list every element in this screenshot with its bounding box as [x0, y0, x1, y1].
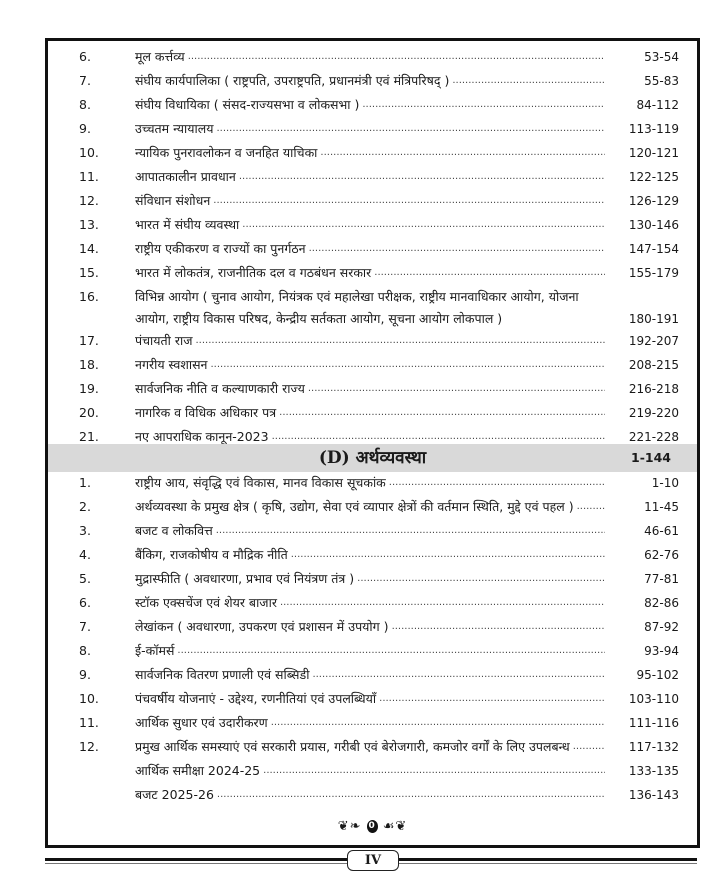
toc-row-leader: [216, 520, 605, 542]
toc-row-title: [135, 760, 605, 782]
toc-row-title: [135, 712, 605, 734]
toc-row-pages: 93-94: [644, 644, 679, 658]
toc-row-number: 13.: [79, 217, 99, 232]
toc-row-title: [135, 118, 605, 140]
toc-row-title-text: नए आपराधिक कानून-2023: [135, 429, 269, 444]
toc-row-title-text: विभिन्न आयोग ( चुनाव आयोग, नियंत्रक एवं महालेखा परीक्षक, राष्ट्रीय मानवाधिकार आयोग, योजना आयोग, राष्ट्रीय विकास परिषद, केन्द्रीय सर्तकता आयोग, सूचना आयोग लोकपाल ): [135, 289, 579, 326]
toc-row-pages: 122-125: [628, 170, 679, 184]
toc-row-leader: [216, 118, 605, 140]
toc-row-title-text: स्टॉक एक्सचेंज एवं शेयर बाजार: [135, 595, 277, 610]
toc-row-title: [135, 664, 605, 686]
toc-row[interactable]: [48, 712, 697, 734]
toc-row-pages: 147-154: [628, 242, 679, 256]
toc-row-title-text: सार्वजनिक वितरण प्रणाली एवं सब्सिडी: [135, 667, 310, 682]
toc-row-pages: 113-119: [628, 122, 679, 136]
toc-row-pages: 192-207: [628, 334, 679, 348]
toc-row[interactable]: [48, 496, 697, 518]
toc-frame: [45, 38, 700, 848]
toc-row-title: [135, 70, 605, 92]
toc-row-number: 19.: [79, 381, 99, 396]
toc-row-leader: [177, 640, 605, 662]
toc-row-title-text: पंचायती राज: [135, 333, 193, 348]
toc-row-leader: [213, 190, 605, 212]
toc-row-title: [135, 354, 605, 376]
ornament-left-icon: ❦❧: [337, 819, 362, 834]
toc-row-title: [135, 496, 605, 518]
toc-row-pages: 55-83: [644, 74, 679, 88]
toc-row-title-text: अर्थव्यवस्था के प्रमुख क्षेत्र ( कृषि, उद्योग, सेवा एवं व्यापार क्षेत्रों की वर्तमान स्थिति, मुद्दे एवं पहल ): [135, 499, 574, 514]
toc-row[interactable]: [48, 190, 697, 212]
toc-row[interactable]: [48, 402, 697, 424]
toc-row-title: [135, 544, 605, 566]
toc-row-title: [135, 94, 605, 116]
toc-row[interactable]: [48, 330, 697, 352]
toc-row[interactable]: [48, 736, 697, 758]
toc-row-title: [135, 592, 605, 614]
toc-row-title-text: राष्ट्रीय एकीकरण व राज्यों का पुनर्गठन: [135, 241, 306, 256]
toc-row[interactable]: [48, 142, 697, 164]
toc-row-leader: [362, 94, 605, 116]
toc-row-title-text: बजट 2025-26: [135, 787, 214, 802]
toc-row-number: 7.: [79, 73, 91, 88]
toc-row-number: 1.: [79, 475, 91, 490]
ornament-right-icon: ☙❦: [382, 819, 408, 834]
toc-row-title-text: संघीय कार्यपालिका ( राष्ट्रपति, उपराष्ट्रपति, प्रधानमंत्री एवं मंत्रिपरिषद् ): [135, 73, 450, 88]
toc-row-title-text: प्रमुख आर्थिक समस्याएं एवं सरकारी प्रयास, गरीबी एवं बेरोजगारी, कमजोर वर्गों के लिए उपलबन्ध: [135, 739, 570, 754]
toc-row[interactable]: [48, 688, 697, 710]
toc-row-pages: 208-215: [628, 358, 679, 372]
toc-row-number: 12.: [79, 193, 99, 208]
toc-row-leader: [312, 664, 605, 686]
toc-row-pages: 77-81: [644, 572, 679, 586]
toc-row-title: [135, 688, 605, 710]
page-number: IV: [347, 850, 399, 871]
toc-row-pages: 53-54: [644, 50, 679, 64]
toc-row-title: [135, 142, 605, 164]
toc-row-title-text: संविधान संशोधन: [135, 193, 211, 208]
toc-row[interactable]: [48, 616, 697, 638]
toc-row-title: [135, 378, 605, 400]
toc-row[interactable]: [48, 94, 697, 116]
toc-row-title-text: नागरिक व विधिक अधिकार पत्र: [135, 405, 277, 420]
toc-row-title: [135, 784, 605, 806]
toc-row-title-text: मूल कर्त्तव्य: [135, 49, 185, 64]
toc-row-title-text: बजट व लोकवित्त: [135, 523, 213, 538]
toc-row-leader: [379, 688, 605, 710]
toc-row-number: 16.: [79, 289, 99, 304]
toc-row-leader: [320, 142, 605, 164]
toc-row-leader: [389, 472, 605, 494]
toc-row-title-text: आर्थिक समीक्षा 2024-25: [135, 763, 261, 778]
toc-row-title-text: आर्थिक सुधार एवं उदारीकरण: [135, 715, 268, 730]
toc-row-pages: 103-110: [628, 692, 679, 706]
toc-row-title: [135, 616, 605, 638]
toc-row-title: [135, 214, 605, 236]
toc-row-title-text: ई-कॉमर्स: [135, 643, 175, 658]
toc-row-number: 6.: [79, 49, 91, 64]
toc-row-number: 9.: [79, 667, 91, 682]
toc-row-title-text: संघीय विधायिका ( संसद-राज्यसभा व लोकसभा ): [135, 97, 360, 112]
toc-row-title: [135, 238, 605, 260]
toc-row-title-text: राष्ट्रीय आय, संवृद्धि एवं विकास, मानव विकास सूचकांक: [135, 475, 386, 490]
toc-row-title: [135, 262, 605, 284]
toc-row-title-text: उच्चतम न्यायालय: [135, 121, 214, 136]
toc-row-title: [135, 640, 605, 662]
toc-row-leader: [211, 354, 606, 376]
toc-row[interactable]: [48, 472, 697, 494]
toc-row-leader: [309, 238, 605, 260]
toc-row-leader: [392, 616, 605, 638]
toc-row-number: 14.: [79, 241, 99, 256]
toc-row-title-text: लेखांकन ( अवधारणा, उपकरण एवं प्रशासन में उपयोग ): [135, 619, 389, 634]
toc-row-leader: [452, 70, 605, 92]
toc-row-number: 17.: [79, 333, 99, 348]
toc-row-pages: 219-220: [628, 406, 679, 420]
toc-row-number: 2.: [79, 499, 91, 514]
toc-row-leader: [217, 784, 605, 806]
toc-row[interactable]: [48, 592, 697, 614]
toc-row-title-text: न्यायिक पुनरावलोकन व जनहित याचिका: [135, 145, 318, 160]
toc-row-title-text: नगरीय स्वशासन: [135, 357, 208, 372]
toc-row-number: 9.: [79, 121, 91, 136]
toc-row-title-text: पंचवर्षीय योजनाएं - उद्देश्य, रणनीतियां एवं उपलब्धियाँ: [135, 691, 377, 706]
toc-row[interactable]: [48, 166, 697, 188]
toc-row-pages: 136-143: [628, 788, 679, 802]
toc-row[interactable]: [48, 784, 697, 806]
toc-row-number: 5.: [79, 571, 91, 586]
toc-row[interactable]: [48, 286, 697, 330]
toc-row-pages: 82-86: [644, 596, 679, 610]
toc-row[interactable]: [48, 354, 697, 376]
toc-row-number: 8.: [79, 97, 91, 112]
toc-row[interactable]: [48, 544, 697, 566]
toc-row-leader: [271, 712, 605, 734]
toc-row-number: 12.: [79, 739, 99, 754]
ornament-divider: [48, 819, 697, 834]
toc-row-leader: [291, 544, 605, 566]
toc-row-leader: [308, 378, 605, 400]
toc-row-leader: [357, 568, 605, 590]
toc-row-leader: [280, 592, 605, 614]
toc-row-pages: 111-116: [628, 716, 679, 730]
toc-row-leader: [279, 402, 605, 424]
toc-row-pages: 62-76: [644, 548, 679, 562]
toc-row-pages: 11-45: [644, 500, 679, 514]
toc-row-number: 8.: [79, 643, 91, 658]
toc-row-pages: 46-61: [644, 524, 679, 538]
toc-row-leader: [196, 330, 606, 352]
toc-row-number: 11.: [79, 715, 99, 730]
toc-row-number: 15.: [79, 265, 99, 280]
toc-row-pages: 117-132: [628, 740, 679, 754]
toc-row-title-text: भारत में लोकतंत्र, राजनीतिक दल व गठबंधन सरकार: [135, 265, 372, 280]
toc-row-number: 11.: [79, 169, 99, 184]
toc-row-title: [135, 402, 605, 424]
section-page-range: 1-144: [631, 450, 671, 465]
toc-row-pages: 95-102: [636, 668, 679, 682]
toc-row-title: [135, 286, 605, 330]
toc-row-pages: 120-121: [628, 146, 679, 160]
toc-row-leader: [263, 760, 605, 782]
toc-row-number: 21.: [79, 429, 99, 444]
toc-row-pages: 84-112: [636, 98, 679, 112]
toc-row[interactable]: [48, 760, 697, 782]
toc-row-pages: 180-191: [628, 312, 679, 326]
toc-row-leader: [374, 262, 605, 284]
toc-row-number: 7.: [79, 619, 91, 634]
toc-row-title: [135, 330, 605, 352]
toc-row-title: [135, 520, 605, 542]
toc-row-title: [135, 568, 605, 590]
toc-row-title: [135, 190, 605, 212]
toc-row-pages: 130-146: [628, 218, 679, 232]
toc-row[interactable]: [48, 70, 697, 92]
toc-row-leader: [188, 46, 605, 68]
toc-row-pages: 133-135: [628, 764, 679, 778]
toc-row-pages: 221-228: [628, 430, 679, 444]
toc-row-title: [135, 46, 605, 68]
toc-row-number: 3.: [79, 523, 91, 538]
toc-row-title: [135, 736, 605, 758]
toc-row-pages: 126-129: [628, 194, 679, 208]
toc-row-title-text: मुद्रास्फीति ( अवधारणा, प्रभाव एवं नियंत्रण तंत्र ): [135, 571, 355, 586]
toc-row[interactable]: [48, 378, 697, 400]
toc-row[interactable]: [48, 262, 697, 284]
toc-row-title: [135, 166, 605, 188]
toc-row-title-text: सार्वजनिक नीति व कल्याणकारी राज्य: [135, 381, 305, 396]
toc-row-title: [135, 472, 605, 494]
toc-row[interactable]: [48, 640, 697, 662]
toc-row-title-text: बैंकिग, राजकोषीय व मौद्रिक नीति: [135, 547, 288, 562]
toc-row[interactable]: [48, 46, 697, 68]
toc-row-number: 6.: [79, 595, 91, 610]
toc-row-pages: 1-10: [651, 476, 679, 490]
toc-row-number: 18.: [79, 357, 99, 372]
toc-row-pages: 87-92: [644, 620, 679, 634]
toc-row-title-text: आपातकालीन प्रावधान: [135, 169, 236, 184]
toc-row-leader: [239, 166, 605, 188]
toc-row-number: 4.: [79, 547, 91, 562]
toc-row[interactable]: [48, 214, 697, 236]
toc-row[interactable]: [48, 568, 697, 590]
toc-row-number: 10.: [79, 691, 99, 706]
section-header-d: [48, 444, 697, 472]
toc-row-pages: 216-218: [628, 382, 679, 396]
toc-row-leader: [242, 214, 605, 236]
toc-row[interactable]: [48, 238, 697, 260]
ornament-center-icon: 0: [368, 821, 376, 831]
section-title: (D) अर्थव्यवस्था: [318, 448, 427, 468]
toc-row[interactable]: [48, 664, 697, 686]
toc-row-pages: 155-179: [628, 266, 679, 280]
toc-row[interactable]: [48, 118, 697, 140]
toc-row-number: 20.: [79, 405, 99, 420]
toc-row-number: 10.: [79, 145, 99, 160]
toc-row[interactable]: [48, 520, 697, 542]
toc-row-title-text: भारत में संघीय व्यवस्था: [135, 217, 240, 232]
